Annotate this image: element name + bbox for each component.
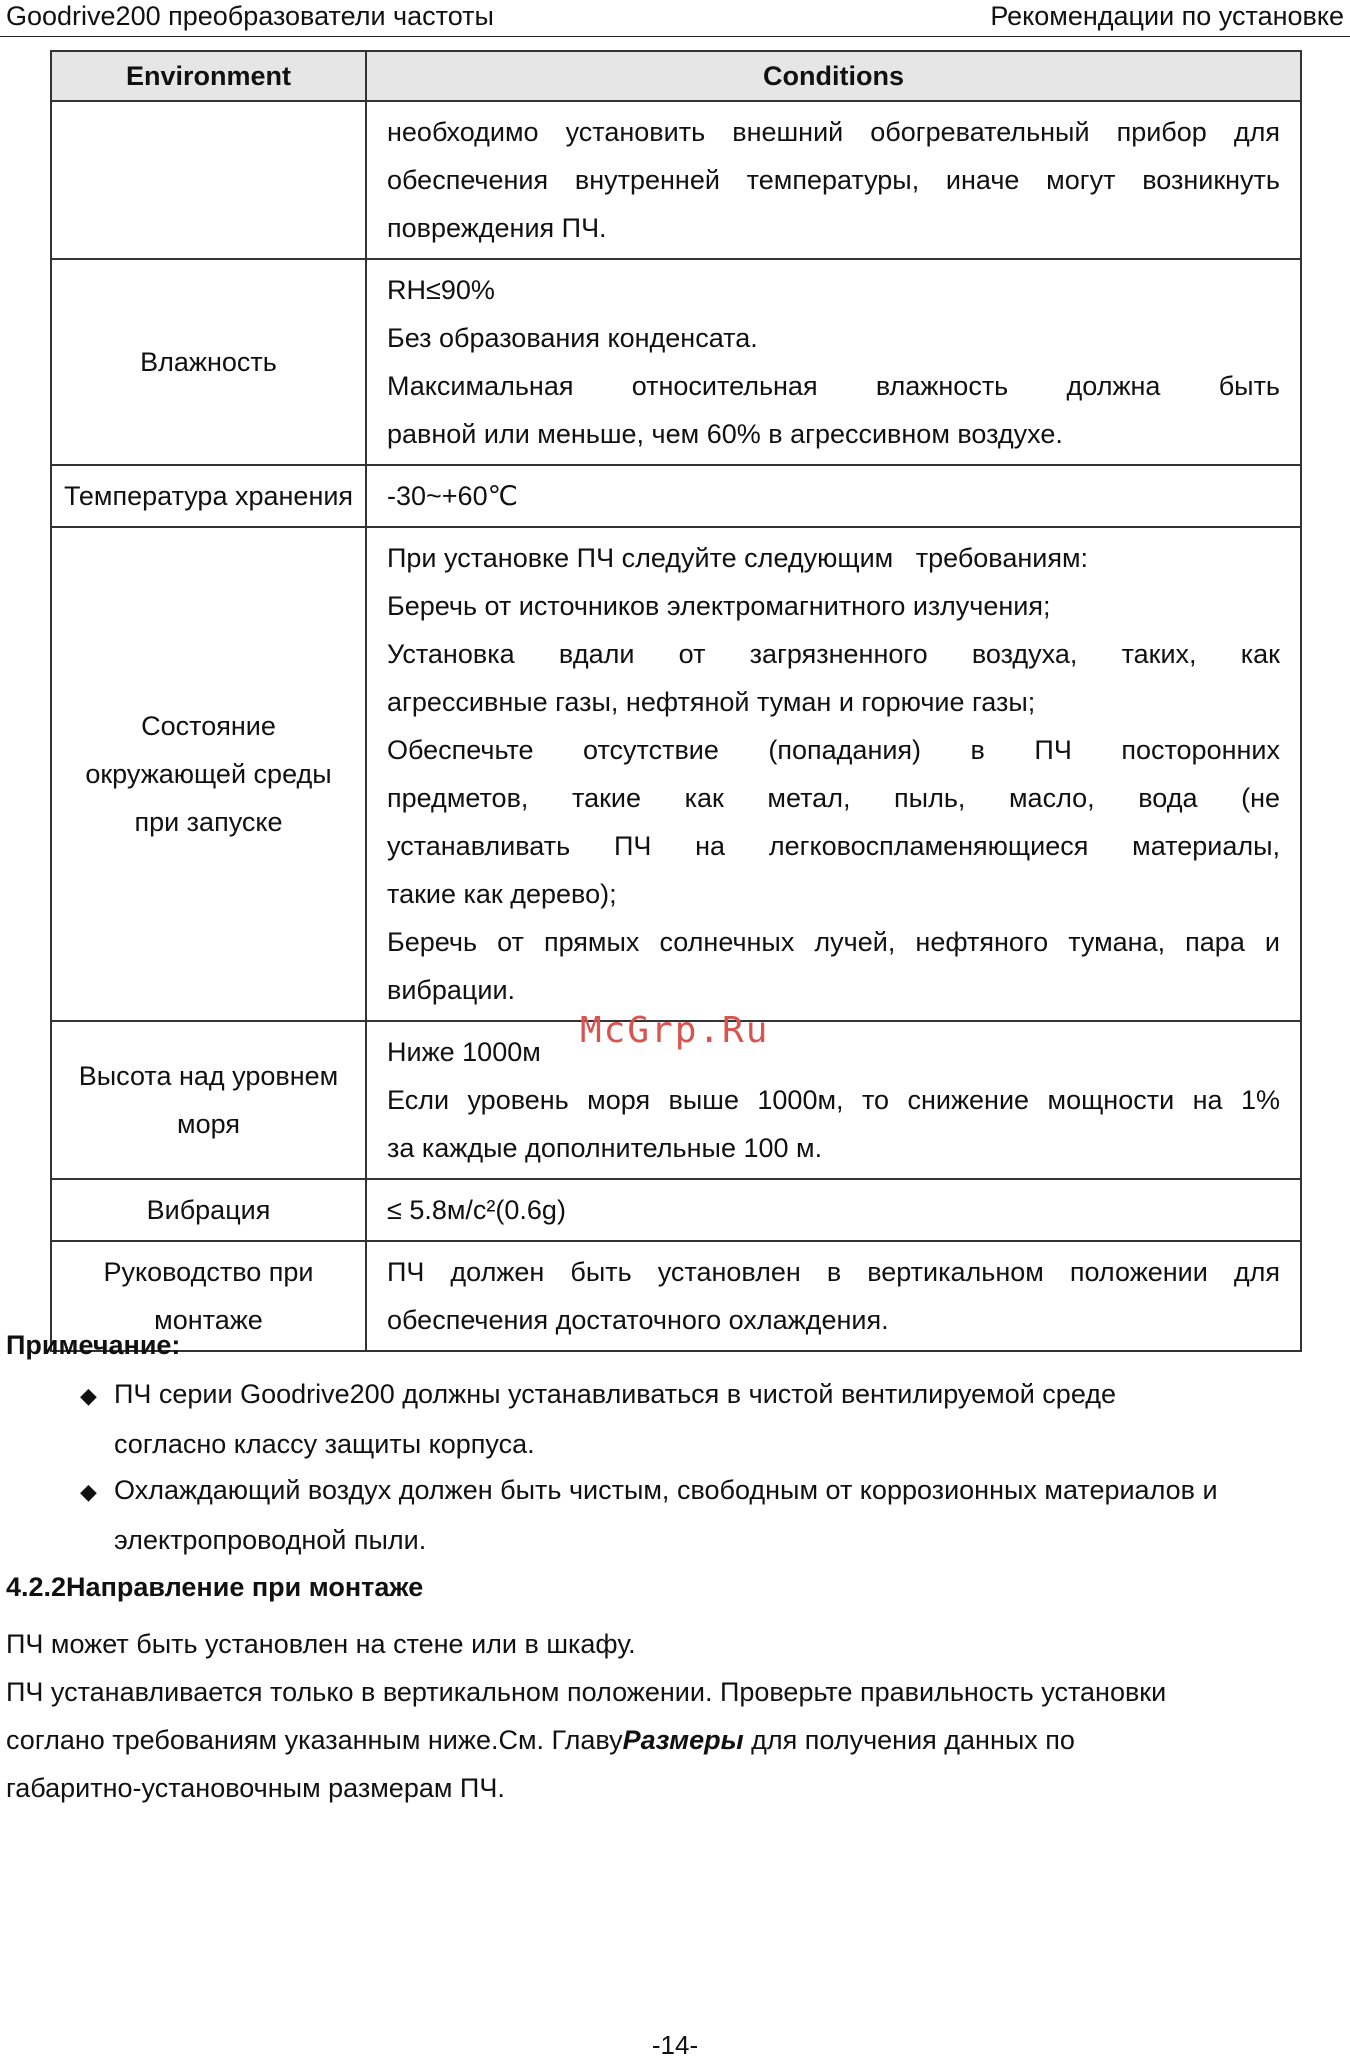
- conditions-cell: [366, 527, 1301, 1021]
- environment-label: монтаже: [154, 1305, 263, 1335]
- paragraph-text: ПЧ может быть установлен на стене или в шкафу.: [6, 1629, 636, 1659]
- conditions-cell: [366, 1241, 1301, 1351]
- conditions-cell: [366, 1179, 1301, 1241]
- page-header: [0, 0, 1350, 37]
- condition-line: Беречь от источников электромагнитного излучения;: [387, 591, 1051, 621]
- section-title: 4.2.2Направление при монтаже: [6, 1572, 424, 1602]
- section-paragraph: [6, 1668, 1346, 1812]
- header-document-title: Goodrive200 преобразователи частоты: [6, 1, 494, 31]
- note-bullet-text: согласно классу защиты корпуса.: [114, 1429, 535, 1459]
- condition-line: обеспечения внутренней температуры, иначе могут возникнуть: [387, 165, 1280, 195]
- environment-cell: [51, 465, 366, 527]
- table-row: [51, 101, 1301, 259]
- condition-line: вибрации.: [387, 975, 516, 1005]
- paragraph-text: соглано требованиям указанным ниже.См. Главу: [6, 1725, 623, 1755]
- column-header-conditions: Conditions: [366, 51, 1301, 101]
- condition-line: равной или меньше, чем 60% в агрессивном воздухе.: [387, 419, 1063, 449]
- conditions-cell: [366, 101, 1301, 259]
- environment-cell: [51, 1021, 366, 1179]
- conditions-cell: [366, 1021, 1301, 1179]
- condition-line: агрессивные газы, нефтяной туман и горючие газы;: [387, 687, 1036, 717]
- condition-line: ПЧ должен быть установлен в вертикальном положении для: [387, 1257, 1280, 1287]
- table-row: [51, 527, 1301, 1021]
- condition-line: RH≤90%: [387, 275, 495, 305]
- note-bullet: [80, 1370, 1350, 1468]
- environment-label: Состояние: [141, 711, 276, 741]
- table-row: [51, 465, 1301, 527]
- section-paragraph: [6, 1620, 1346, 1668]
- note-bullet-text: ПЧ серии Goodrive200 должны устанавливаться в чистой вентилируемой среде: [114, 1379, 1117, 1409]
- diamond-bullet-icon: ◆: [80, 1479, 97, 1504]
- condition-line: Ниже 1000м: [387, 1037, 541, 1067]
- condition-line: Без образования конденсата.: [387, 323, 758, 353]
- conditions-cell: [366, 259, 1301, 465]
- environment-cell: [51, 527, 366, 1021]
- environment-cell: [51, 1179, 366, 1241]
- condition-line: устанавливать ПЧ на легковоспламеняющиеся материалы,: [387, 831, 1280, 861]
- environment-label: Влажность: [140, 347, 277, 377]
- note-bullet: [80, 1466, 1350, 1564]
- condition-line: -30~+60℃: [387, 481, 518, 511]
- environment-label: Температура: [63, 481, 228, 511]
- watermark: McGrp.Ru: [580, 1010, 770, 1051]
- condition-line: необходимо установить внешний обогревательный прибор для: [387, 117, 1280, 147]
- environment-conditions-table: [50, 50, 1302, 1352]
- table-row: [51, 1241, 1301, 1351]
- paragraph-text: габаритно-установочным размерам ПЧ.: [6, 1773, 505, 1803]
- condition-line: При установке ПЧ следуйте следующим требованиям:: [387, 543, 1089, 573]
- condition-line: Обеспечьте отсутствие (попадания) в ПЧ посторонних: [387, 735, 1280, 765]
- conditions-cell: [366, 465, 1301, 527]
- condition-line: Если уровень моря выше 1000м, то снижение мощности на 1%: [387, 1085, 1280, 1115]
- table-row: [51, 259, 1301, 465]
- paragraph-line: [6, 1716, 1346, 1764]
- environment-label: окружающей: [85, 759, 247, 789]
- condition-line: Беречь от прямых солнечных лучей, нефтяного тумана, пара и: [387, 927, 1280, 957]
- environment-label: хранения: [234, 481, 354, 511]
- condition-line: Максимальная относительная влажность должна быть: [387, 371, 1280, 401]
- chapter-reference: Размеры: [622, 1725, 744, 1755]
- environment-label: Руководство при: [103, 1257, 314, 1287]
- note-bullet-text: Охлаждающий воздух должен быть чистым, свободным от коррозионных материалов и: [114, 1475, 1218, 1505]
- environment-label: уровнем моря: [177, 1061, 339, 1139]
- condition-line: ≤ 5.8м/с²(0.6g): [387, 1195, 566, 1225]
- header-section-title: Рекомендации по установке: [990, 1, 1344, 31]
- condition-line: обеспечения достаточного охлаждения.: [387, 1305, 889, 1335]
- environment-label: Высота над: [78, 1061, 225, 1091]
- condition-line: за каждые дополнительные 100 м.: [387, 1133, 823, 1163]
- condition-line: предметов, такие как метал, пыль, масло, вода (не: [387, 783, 1280, 813]
- condition-line: повреждения ПЧ.: [387, 213, 607, 243]
- paragraph-text: для получения данных по: [743, 1725, 1075, 1755]
- column-header-environment: Environment: [51, 51, 366, 101]
- page-number: -14-: [651, 2030, 699, 2060]
- environment-cell: [51, 101, 366, 259]
- environment-label: среды при запуске: [134, 759, 332, 837]
- note-title: Примечание:: [6, 1330, 181, 1360]
- paragraph-text: ПЧ устанавливается только в вертикальном положении. Проверьте правильность установки: [6, 1677, 1167, 1707]
- diamond-bullet-icon: ◆: [80, 1383, 97, 1408]
- condition-line: такие как дерево);: [387, 879, 617, 909]
- table-header-row: [51, 51, 1301, 101]
- environment-label: Вибрация: [146, 1195, 271, 1225]
- condition-line: Установка вдали от загрязненного воздуха, таких, как: [387, 639, 1280, 669]
- table-row: [51, 1179, 1301, 1241]
- environment-cell: [51, 259, 366, 465]
- note-bullet-text: электропроводной пыли.: [114, 1525, 427, 1555]
